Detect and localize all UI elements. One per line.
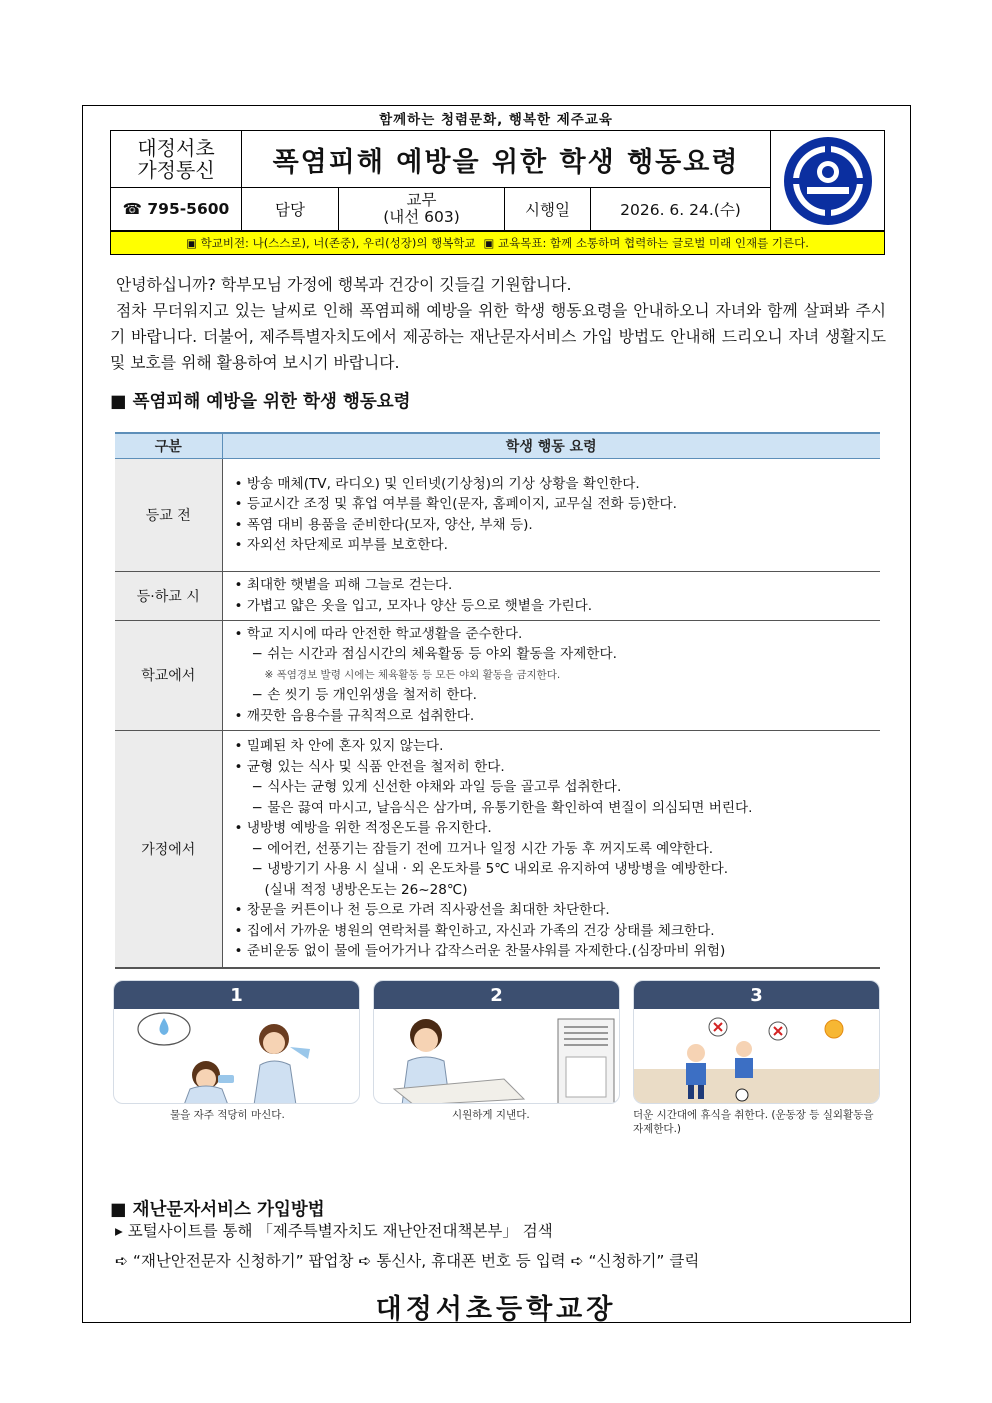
- section-heading-actions: ■ 폭염피해 예방을 위한 학생 행동요령: [110, 392, 411, 412]
- drinking-children-image: [114, 1009, 360, 1104]
- action-items: • 최대한 햇볕을 피해 그늘로 걷는다. • 가볍고 얇은 옷을 입고, 모자나 양산 등으로 햇볕을 가린다.: [222, 571, 880, 620]
- outdoor-play-image: [634, 1009, 880, 1104]
- department-cell: 교무 (내선 603): [339, 188, 505, 231]
- action-items: • 방송 매체(TV, 라디오) 및 인터넷(기상청)의 기상 상황을 확인한다. • 등교시간 조정 및 휴업 여부를 확인(문자, 홈페이지, 교무실 전화 등)한다. • 폭염 대비 용품을 준비한다(모자, 양산, 부채 등). • 자외선 차단제로 피부를 보호한다.: [222, 458, 880, 571]
- phone-icon: ☎: [122, 200, 142, 218]
- illustration-rest: [633, 980, 880, 1104]
- action-table: [115, 432, 880, 969]
- illustration-caption: 물을 자주 적당히 마신다.: [170, 1109, 285, 1121]
- header-table: [110, 130, 771, 231]
- join-step-1: ▸ 포털사이트를 통해 「제주특별자치도 재난안전대책본부」 검색: [115, 1222, 553, 1240]
- row-category: 등·하교 시: [115, 571, 222, 620]
- panel-number: 3: [634, 981, 879, 1009]
- air-conditioner-image: [374, 1009, 620, 1104]
- manager-label: 담당: [242, 188, 339, 231]
- phone-cell: ☎ 795-5600: [111, 188, 242, 231]
- jeju-education-emblem: [771, 130, 885, 231]
- illustration-caption: 시원하게 지낸다.: [452, 1109, 530, 1121]
- panel-number: 2: [374, 981, 619, 1009]
- action-items: • 학교 지시에 따라 안전한 학교생활을 준수한다. − 쉬는 시간과 점심시간의 체육활동 등 야외 활동을 자제한다. ※ 폭염경보 발령 시에는 체육활동 등 모든 야외 활동을 금지한다. − 손 씻기 등 개인위생을 철저히 한다. • 깨끗한 음용수를 규칙적으로 섭취한다.: [222, 620, 880, 730]
- newsletter-name: 대정서초 가정통신: [111, 131, 242, 188]
- illustration-drink-water: [113, 980, 360, 1104]
- date-label: 시행일: [505, 188, 591, 231]
- panel-number: 1: [114, 981, 359, 1009]
- intro-body: 점차 무더워지고 있는 날씨로 인해 폭염피해 예방을 위한 학생 행동요령을 안내하오니 자녀와 함께 살펴봐 주시기 바랍니다. 더불어, 제주특별자치도에서 제공하는 재난문자서비스 가입 방법도 안내해 드리오니 자녀 생활지도 및 보호를 위해 활용하여 보시기 바랍니다.: [110, 301, 886, 372]
- row-category: 학교에서: [115, 620, 222, 730]
- illustration-caption: 더운 시간대에 휴식을 취한다. (운동장 등 실외활동을 자제한다.): [633, 1109, 874, 1135]
- section-heading-disaster-sms: ■ 재난문자서비스 가입방법: [110, 1200, 325, 1220]
- intro-text: [110, 272, 886, 376]
- illustration-stay-cool: [373, 980, 620, 1104]
- join-step-2: ➪ “재난안전문자 신청하기” 팝업창 ➪ 통신사, 휴대폰 번호 등 입력 ➪ “신청하기” 클릭: [115, 1252, 700, 1270]
- action-items: • 밀폐된 차 안에 혼자 있지 않는다. • 균형 있는 식사 및 식품 안전을 철저히 한다. − 식사는 균형 있게 신선한 야채와 과일 등을 골고루 섭취한다. − 물은 끓여 마시고, 날음식은 삼가며, 유통기한을 확인하여 변질이 의심되면 버린다. • 냉방병 예방을 위한 적정온도를 유지한다. − 에어컨, 선풍기는 잠들기 전에 끄거나 일정 시간 가동 후 꺼지도록 예약한다. − 냉방기기 사용 시 실내 · 외 온도차를 5℃ 내외로 유지하여 냉방병을 예방한다. (실내 적정 냉방온도는 26~28℃) • 창문을 커튼이나 천 등으로 가려 직사광선을 최대한 차단한다. • 집에서 가까운 병원의 연락처를 확인하고, 자신과 가족의 건강 상태를 체크한다. • 준비운동 없이 물에 들어가거나 갑작스러운 찬물샤워를 자제한다.(심장마비 위험): [222, 730, 880, 968]
- row-category: 등교 전: [115, 458, 222, 571]
- warning-note: ※ 폭염경보 발령 시에는 체육활동 등 모든 야외 활동을 금지한다.: [264, 668, 561, 681]
- vision-banner: ▣ 학교비전: 나(스스로), 너(존중), 우리(성장)의 행복학교 ▣ 교육목표: 함께 소통하며 협력하는 글로벌 미래 인재를 기른다.: [110, 231, 885, 255]
- slogan: 함께하는 청렴문화, 행복한 제주교육: [379, 112, 613, 128]
- row-category: 가정에서: [115, 730, 222, 968]
- column-header-actions: 학생 행동 요령: [222, 433, 880, 458]
- column-header-category: 구분: [115, 433, 222, 458]
- date-value: 2026. 6. 24.(수): [591, 188, 771, 231]
- principal-signature: 대정서초등학교장: [375, 1294, 617, 1325]
- document-title: 폭염피해 예방을 위한 학생 행동요령: [242, 131, 771, 188]
- greeting: 안녕하십니까? 학부모님 가정에 행복과 건강이 깃들길 기원합니다.: [116, 275, 572, 294]
